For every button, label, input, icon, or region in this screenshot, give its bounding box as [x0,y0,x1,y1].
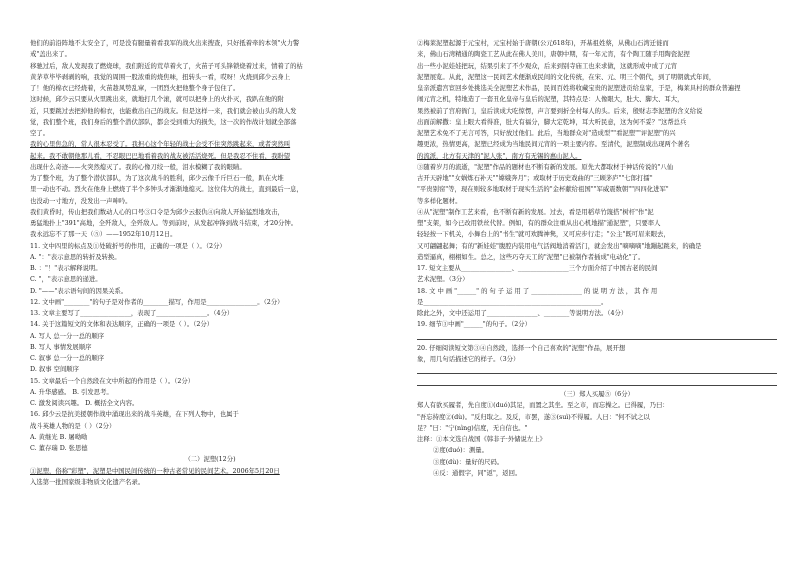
text-line: ④反：通假字，同"返"，返回。 [433,469,522,477]
text-line: B. 写人 事情发展顺序 [30,343,92,351]
text-line: 他们的前沿阵地不太安全了，可是没有腿量着看我军的战火出来搜查，只好抵着牵的本领"火力警 [30,40,300,47]
text-line: 艺术泥塑。（3分） [417,276,469,284]
text-line: 戒"盖出来了。 [30,51,71,59]
text-line: 14. 关于这篇短文的文体和表达顺序，正确的一项是（ ）。（2分） [30,321,214,329]
text-line: 泥塑展览。从此，泥塑这一民间艺术便渐成民间的文化传统，在宋、元、明三个朝代，到了明朝就式年间， [417,73,716,81]
text-line: 黄茅草毕毕剥剥的响，我觉的周围一股浓重的烧焦味，扭转头一看，哎呀！火烧到邱少云身上 [30,73,291,81]
text-line: ④从"泥塑"制作工艺来看，也不断有新的发展。过去，看是用稻草竹篾搭"树杆"作"泥 [417,208,654,216]
text-line: B. ："！"表示解释说明。 [30,265,102,272]
text-line: 勇猛地扑上"391"高地，全歼敌人，全歼敌人。等到前时，从发起冲锋到战斗结束，才20分钟。 [30,220,298,227]
text-line: 果然被前了宫府衙门，皇后读成大吃惊愣，声言要到折全村每人的头。后来，殷财志李泥塑的含义给说 [417,107,703,115]
text-line: 出面前解撒：皇上眼大看得准，肚大有福分，脚大定乾坤，耳大听民意，这为何不妥？"这帮总兵 [417,118,687,126]
text-line: A. "："表示意思的转折及转换。 [30,253,121,261]
answer-line [417,331,777,340]
text-line: 郑人有欲买履者，先自度①(duó)其足，而置之其坐。至之市，而忘操之。已得履，乃曰： [417,402,669,410]
text-line: C. 董存瑞 D. 张思德 [30,445,88,452]
text-line: 我们黄昏时，传山把我们数动人心的口号③口令是为邱少云报仇④向敌人开始猛烈地攻击， [30,208,284,216]
text-line: ③随着岁月的流逝，"泥塑"作品的题材也不断有新的发展。原先大都取材于神话传说的"八仙 [417,163,674,171]
text-line: A. 升华感感。 B. 引发思考。 [30,388,113,396]
text-line: 空了。 [30,130,50,137]
text-line: "平贵别窑"等，现在则较多地取材于现实生活的"金杯献给祖国""军威震数朝""四四化进军" [417,186,669,194]
text-line: 足？"曰："宁(nìng)信度，无自信也。" [417,424,528,432]
text-line: 入选第一批国家级非物质文化遗产名录。 [30,478,145,486]
text-line: 来，佛山石湾精通的陶瓷工艺从此在佛人美川，唐朝中期，有一年元宵，有个陶工随手用陶瓷泥捏 [417,51,690,59]
text-line: A. 黄继光 B. 屠呦呦 [30,433,88,441]
text-line: 起来。我不敢朝他那儿看，不忍眼巴巴地看着我的战友被活活烧死。但是我忍不住看，我盼望 [30,152,291,160]
answer-line [417,377,777,386]
text-line: D. "——"表示语句间的因果关系。 [30,287,128,295]
text-line: 16. 邱少云是抗美援朝作战中涌现出来的战斗英雄，在下列人物中，也属于 [30,411,239,419]
text-line: 18. 文 中 画 "______" 的 句 子 运 用 了 ________________ 的 说 明 方 法 ， 其 作 用 [417,287,658,295]
text-line: "吾忘持度②(dù)。"反归取之。及反，市罢，遂③(suì)不得履。人曰："何不试之以 [417,413,650,421]
text-line: 皇亲派遣宫宦回乡处挑选关全泥塑艺术作品，民间百姓将收藏宝贵的泥塑进贡给皇家，于是，梅莱具村的群众普遍捏 [417,85,741,92]
text-line: 15. 文章最后一个自然段在文中所起的作用是（ ）。（2分） [30,377,195,385]
text-line: C. 叙事 总一分一总的顺序 [30,355,105,362]
text-line: 等多样化题材。 [417,197,462,205]
text-line: 觉，我们整个班，我们身后的整个潜伏部队，都会受到重大的损失，这一次的作战计划就全部落 [30,118,297,126]
left-column [30,38,390,488]
text-line: 是________________________________________________________。 [417,298,608,306]
text-line: 移驰过后，敌人发现我了燃烧球，我们附近的荒草着火了，火苗子可头锋锁烧着过来，情着了的枯 [30,62,303,70]
text-line: 塑"支架，如今已改用铁丝代替。例如，有的群众注重从出心机地描"通泥塑"，只要率人 [417,220,661,227]
text-line: 又可翩翩起舞；有的"新娃娃"腹腔内装用电气活阀地消着活门，就会发出"嘀嘀嘀"地蹦起跳来，的确是 [417,242,702,250]
text-line: （三）郑人买履⑤（6分） [560,391,634,398]
text-line: 也没动一寸地方，没发出一声呻吟。 [30,197,132,205]
text-line: 20. 仔细阅读短文第③④自然段，选择一个自己喜欢的"泥塑"作品，展开想 [417,344,626,352]
text-line: 19. 细节③中画"______"的句子。（2分） [417,321,531,329]
text-line: ①泥塑，俗称"彩塑"，泥塑是中国民间传统的一种古老常见的民间艺术。2006年5月20日 [30,467,280,475]
text-line: 的流派，北方有天津的"泥人张"，南方有无锡的惠山泥人。 [417,152,582,160]
text-line: 泥塑艺术免不了无言可答，只好放过他们。此后，当地群众对"造成型""看泥塑""评泥塑"的兴 [417,130,676,137]
text-line: 17. 短文主要从________________、________________三个方面介绍了中国古老的民间 [417,265,658,272]
text-line: 了！他的棉衣已经烧着，火苗趁风势乱窜，一团烈火把他整个身子包住了。 [30,85,240,92]
text-line: 战斗英雄人物的是（ ）（2分） [30,422,116,430]
text-line: ②度(duó)：测量。 [433,447,488,455]
text-line: 我的心里焦急的，常人很本忍受了。我担心这个年轻的战士会受不住突然跳起来，或者突然叫 [30,141,291,149]
text-line: 注释：①本文选自战国《韩非子·外储说左上》 [417,436,546,443]
text-line: 趣更浓，热情更高，泥塑已经成为当地民间元宵的一项主要内容。至清代，泥塑制成出现两个著名 [417,141,690,149]
text-line: 12. 文中画"________"的句子是对作者的________描写，作用是________________。（2分） [30,298,284,306]
text-line: D. 叙事 空间顺序 [30,366,79,374]
text-line: 11. 文中四里的标点及①处破折号的作用，正确的一项是（ ）。（2分） [30,242,226,250]
text-line: 里一动也不动。烈火在他身上燃烧了半个多钟头才渐渐地熄灭。这位伟大的战士，直到最后一息， [30,186,303,194]
text-line: A. 写人 总一分一总的顺序 [30,332,105,340]
text-line: C. "，"表示意思的递进。 [30,276,102,284]
right-column [417,38,777,479]
text-line: 我永远忘不了那一天（⑤）——1952年10月12日。 [30,231,177,239]
text-line: （二）泥塑(12分) [184,456,236,464]
text-line: 古开天辟地""女娲炼石补天""嫦娥奔月"；或取材于历史戏曲的"三顾茅庐""七郎打擂" [417,175,653,182]
answer-line [417,365,777,374]
text-line: 轻轻按一下机关，小舞台上的"书生"就可欢腾神隽，又可应步行走；"公主"既可眉来眼去， [417,231,670,239]
text-line: 近，只要跳过去把掉他的棉衣，也能救出自己的战友。但是这样一来，我们就会被山头的敌人发 [30,107,297,115]
text-line: 出现什么奇迹——火突然熄灭了。我的心像刀绞一般，泪水模糊了我的眼睛。 [30,163,246,171]
text-line: ③度(dù)：量好的尺码。 [433,458,504,466]
text-line: 造型逼真，栩栩如生。总之，这些巧夺天工的"泥塑"已被制作者插成"电动化"了。 [417,253,645,261]
text-line: C. 激发阅读兴趣。 D. 概括全文内容。 [30,400,139,407]
text-line: 为了整个班，为了整个潜伏部队，为了这次战斗的胜利，邱少云像千斤巨石一般，趴在火堆 [30,175,284,182]
text-line: 除此之外，文中还运用了________________、________等说明方法。（4分） [417,310,628,317]
text-line: 13. 文章主要写了________________，表现了________________。（4分） [30,310,234,317]
text-line: 这时候，邱少云只要从火里跳出来，就地打几个滚，就可以把身上的火扑灭，我趴在他的附 [30,96,284,104]
text-line: 出一些小泥娃娃把玩，结果引来了不少观众，后来到别寺庙工也来求做，这就形成中成了元宵 [417,62,678,70]
text-line: 象，用几句话描述它的样子。（3分） [417,355,520,363]
text-line: ②梅莱泥塑起源于元宝村，元宝村始于唐朝(公元618年)，开基祖姓蔡，从佛山石湾迁徙而 [417,40,669,47]
text-line: 闹元宵之机，特地造了一套丑化皇帝与皇后的泥塑，其特点是：人像眼大，肚大、脚大、耳大， [417,96,684,104]
